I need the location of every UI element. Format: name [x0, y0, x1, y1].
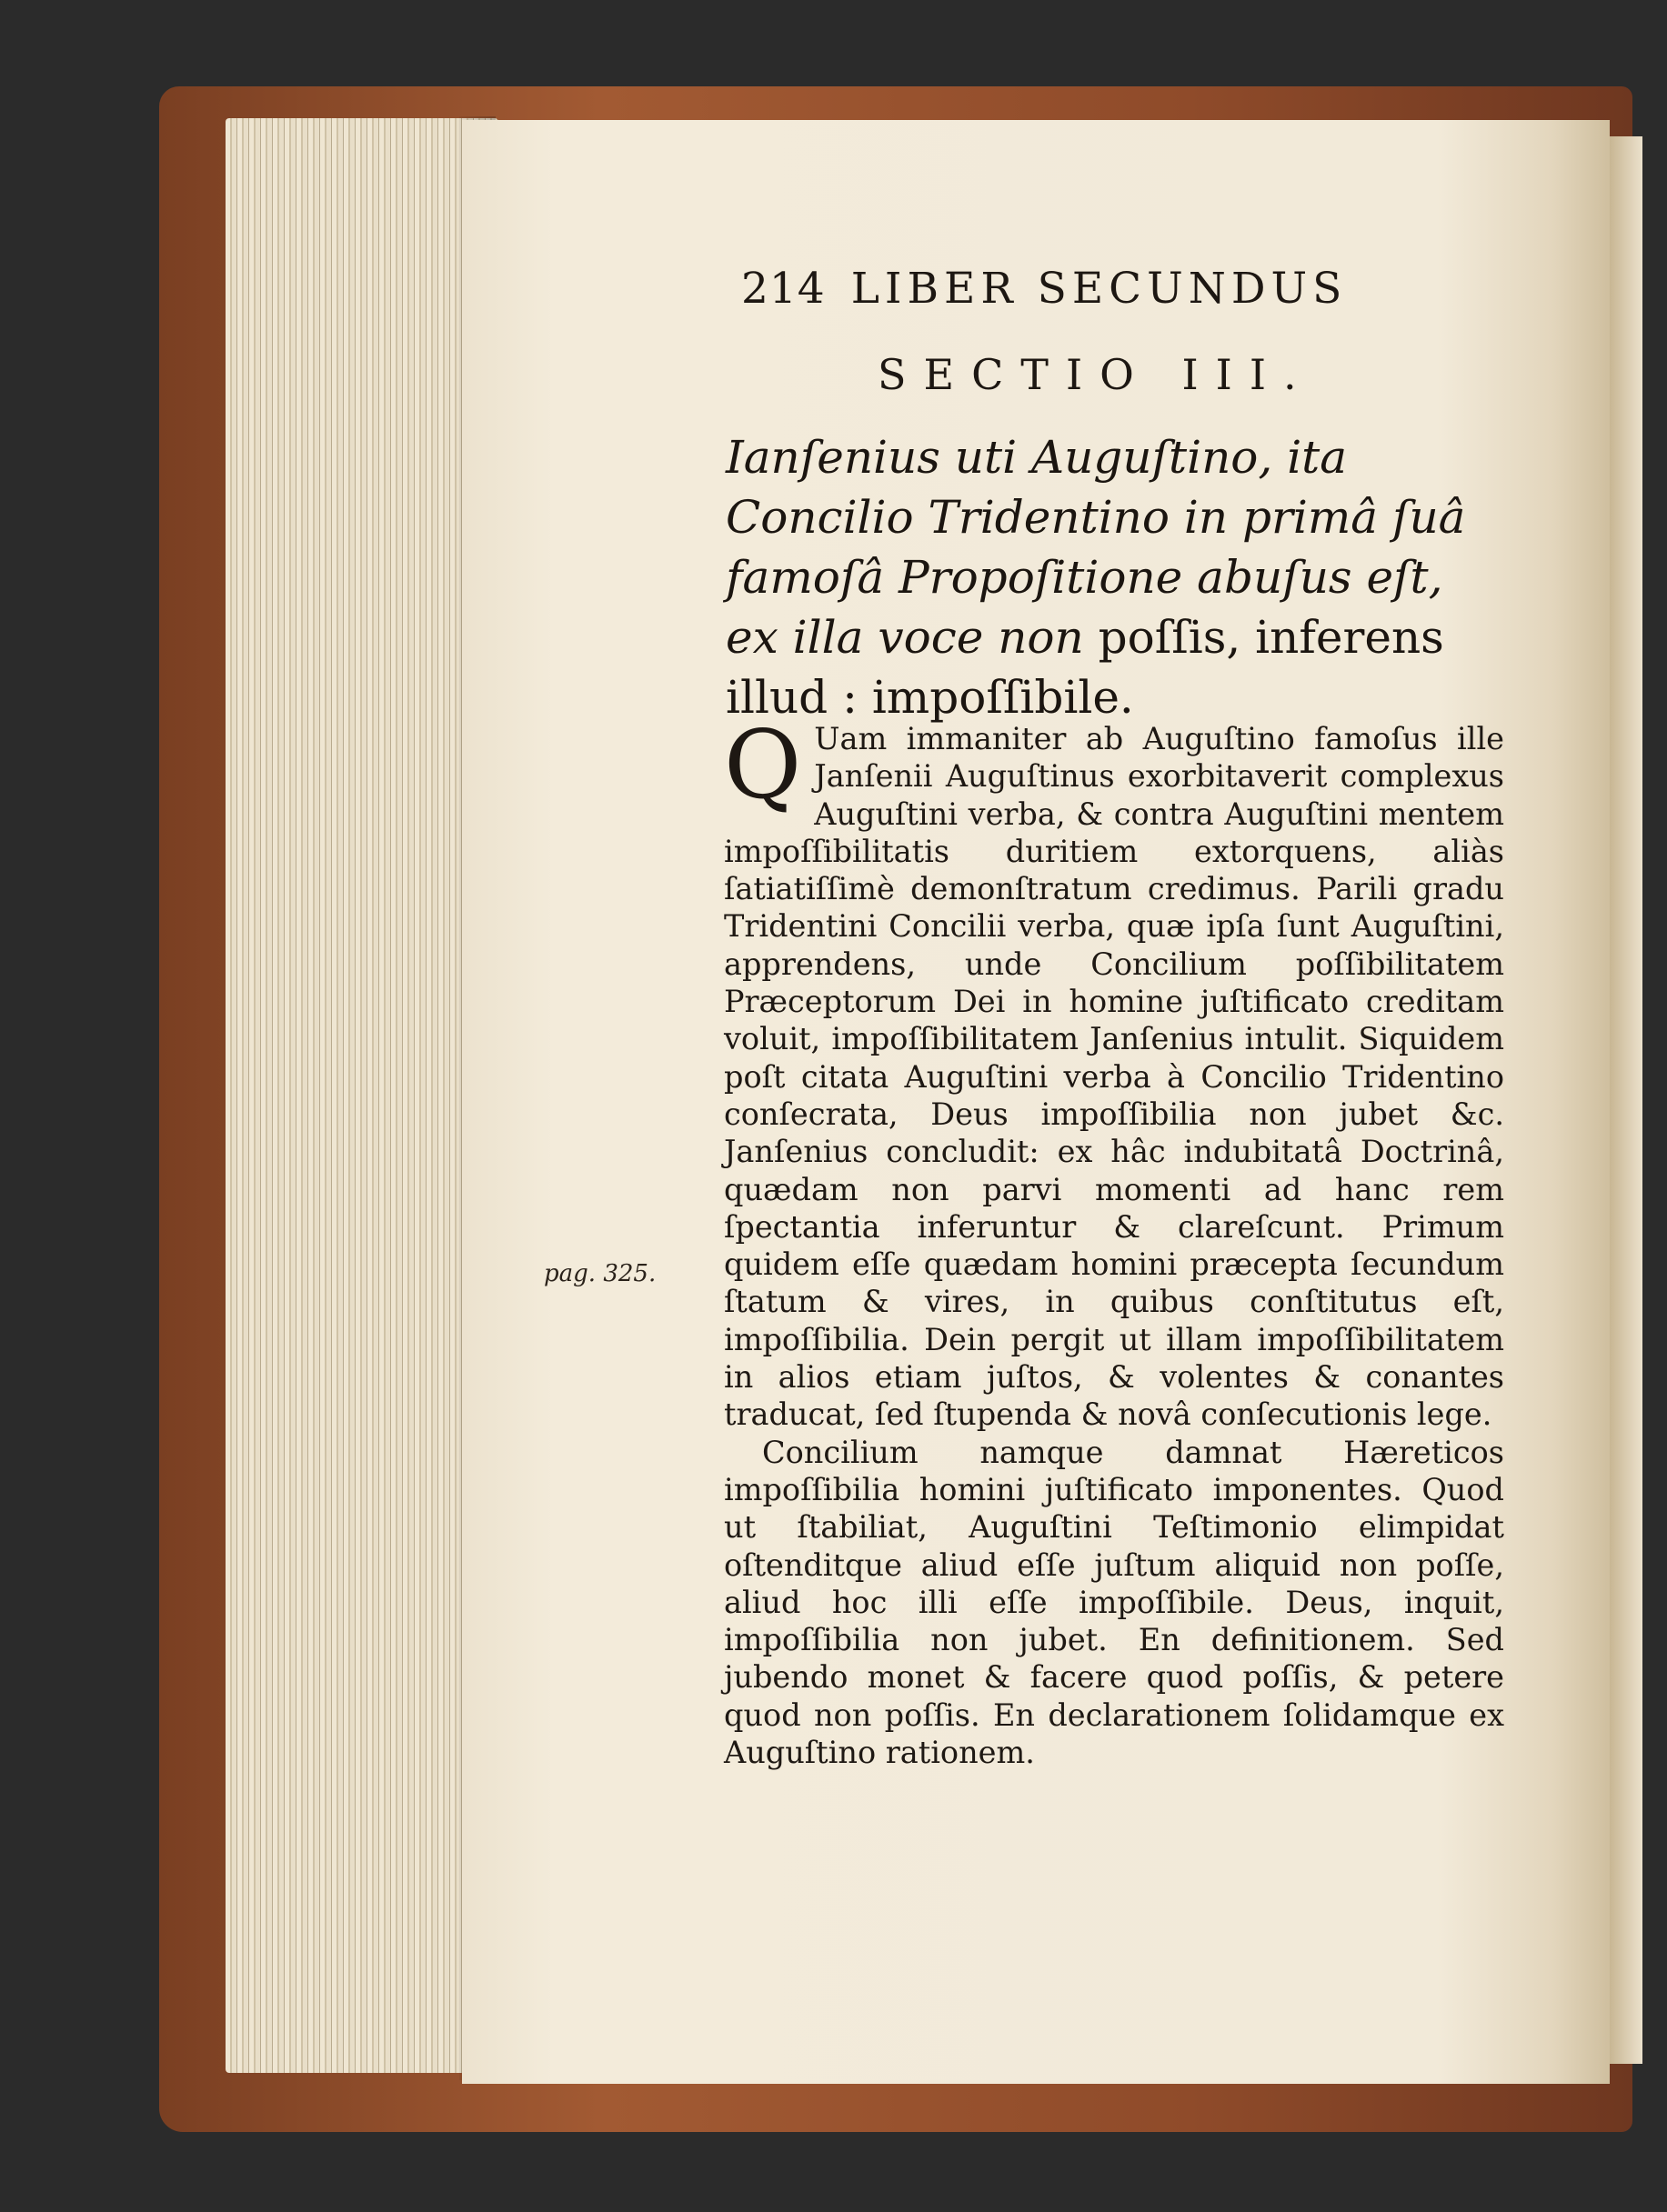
drop-cap: Q: [724, 709, 802, 820]
marginal-note: pag. 325.: [544, 1260, 657, 1287]
body-text: [724, 709, 1504, 1771]
heading-italic-text: Ianſenius uti Auguſtino, ita Concilio Tridentino in primâ ſuâ famoſâ Propoſitione abuſus eſt, ex illa voce non: [726, 431, 1466, 664]
paragraph-2: Concilium namque damnat Hæreticos impoſſibilia homini juſtificato imponentes. Quod ut ſtabiliat, Auguſtini Teſtimonio elimpidat oſtenditque aliud eſſe juſtum aliquid non poſſe, aliud hoc illi eſſe impoſſibile. Deus, inquit, impoſſibilia non jubet. En definitionem. Sed jubendo monet & facere quod poſſis, & petere quod non poſſis. En declarationem ſolidamque ex Auguſtino rationem.: [724, 1434, 1504, 1771]
heading-tail-text: poſſis, inferens illud : impoſſibile.: [726, 611, 1444, 724]
running-head: [741, 264, 1347, 314]
page-number: 214: [741, 264, 826, 314]
section-title: SECTIO III.: [878, 350, 1314, 399]
facing-page-edge: [1608, 136, 1642, 2064]
paragraph-1-text: Uam immaniter ab Auguſtino famoſus ille Janſenii Auguſtinus exorbitaverit complexus Auguſtini verba, & contra Auguſtini mentem impoſſibilitatis duritiem extorquens, aliàs ſatiatiſſimè demonſtratum credimus. Parili gradu Tridentini Concilii verba, quæ ipſa ſunt Auguſtini, apprendens, unde Concilium poſſibilitatem Præceptorum Dei in homine juſtificato creditam voluit, impoſſibilitatem Janſenius intulit. Siquidem poſt citata Auguſtini verba à Concilio Tridentino conſecrata, Deus impoſſibilia non jubet &c. Janſenius concludit: ex hâc indubitatâ Doctrinâ, quædam non parvi momenti ad hanc rem ſpectantia inferuntur & clareſcunt. Primum quidem eſſe quædam homini præcepta ſecundum ſtatum & vires, in quibus conſtitutus eſt, impoſſibilia. Dein pergit ut illam impoſſibilitatem in alios etiam juſtos, & volentes & conantes traducat, ſed ſtupenda & novâ conſecutionis lege.: [724, 721, 1504, 1433]
paragraph-1: [724, 709, 1504, 1434]
section-heading: [726, 427, 1508, 727]
page-edges-stack: [226, 118, 498, 2073]
running-title: LIBER SECUNDUS: [850, 264, 1348, 314]
